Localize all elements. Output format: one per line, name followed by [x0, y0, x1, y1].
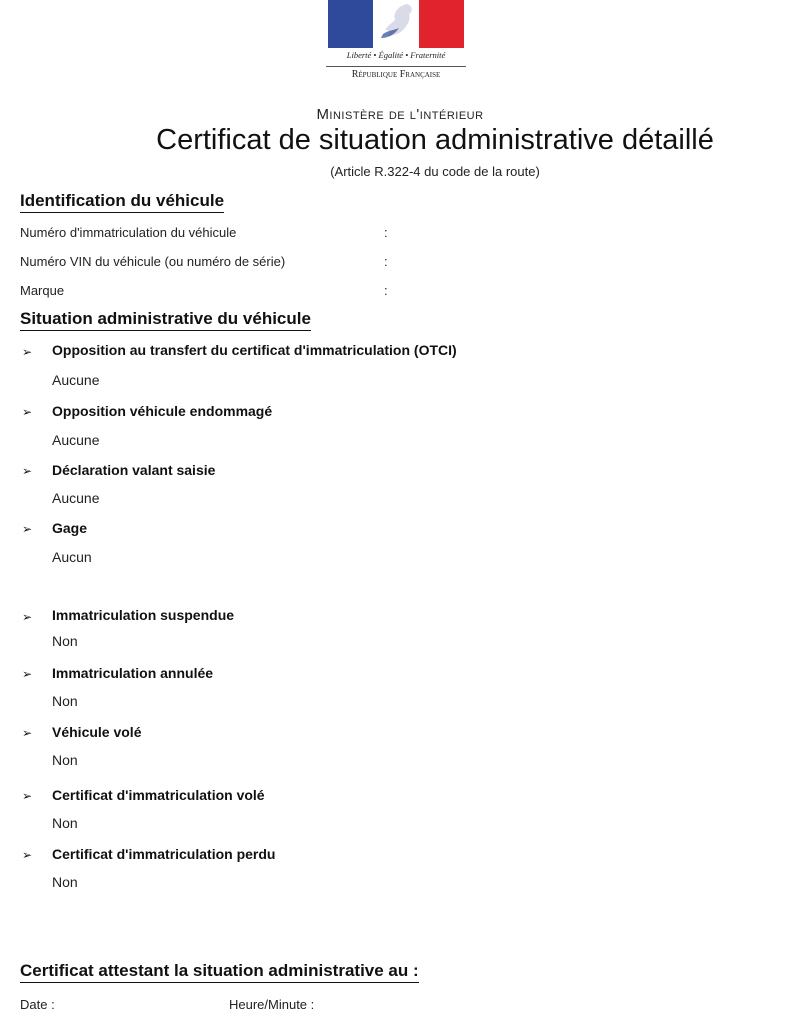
page-subtitle: (Article R.322-4 du code de la route) [330, 164, 540, 179]
item-title: Immatriculation suspendue [52, 607, 235, 623]
item-title: Gage [52, 520, 88, 536]
republic-logo [326, 0, 466, 90]
bullet-arrow-icon: ➢ [22, 610, 33, 624]
field-label: Numéro VIN du véhicule (ou numéro de série) [20, 254, 286, 269]
item-title: Opposition véhicule endommagé [52, 403, 273, 419]
field-colon: : [384, 254, 388, 269]
page-title: Certificat de situation administrative détaillé [156, 124, 714, 156]
field-label: Marque [20, 283, 65, 298]
bullet-arrow-icon: ➢ [22, 789, 33, 803]
field-label: Numéro d'immatriculation du véhicule [20, 225, 237, 240]
bullet-arrow-icon: ➢ [22, 345, 33, 359]
item-title: Opposition au transfert du certificat d'immatriculation (OTCI) [52, 342, 457, 358]
item-title: Déclaration valant saisie [52, 462, 216, 478]
motto: Liberté • Égalité • Fraternité [346, 50, 446, 60]
field-colon: : [384, 225, 388, 240]
item-title: Immatriculation annulée [52, 665, 214, 681]
item-value: Non [52, 752, 78, 768]
item-value: Aucune [52, 490, 100, 506]
time-label: Heure/Minute : [229, 997, 315, 1012]
item-value: Non [52, 693, 78, 709]
bullet-arrow-icon: ➢ [22, 848, 33, 862]
item-title: Certificat d'immatriculation volé [52, 787, 265, 803]
item-value: Aucune [52, 372, 100, 388]
item-value: Aucun [52, 549, 92, 565]
date-label: Date : [20, 997, 55, 1012]
item-value: Aucune [52, 432, 100, 448]
bullet-arrow-icon: ➢ [22, 464, 33, 478]
bullet-arrow-icon: ➢ [22, 667, 33, 681]
item-title: Véhicule volé [52, 724, 142, 740]
certificate-heading: Certificat attestant la situation administrative au : [20, 961, 419, 983]
bullet-arrow-icon: ➢ [22, 726, 33, 740]
identification-heading: Identification du véhicule [20, 191, 224, 213]
bullet-arrow-icon: ➢ [22, 405, 33, 419]
ministry-name: Ministère de l'intérieur [316, 106, 484, 123]
item-value: Non [52, 874, 78, 890]
marianne-flag-icon [328, 0, 464, 48]
item-value: Non [52, 633, 78, 649]
field-colon: : [384, 283, 388, 298]
bullet-arrow-icon: ➢ [22, 522, 33, 536]
situation-heading: Situation administrative du véhicule [20, 309, 311, 331]
republic-name: République Française [326, 66, 466, 80]
item-title: Certificat d'immatriculation perdu [52, 846, 276, 862]
item-value: Non [52, 815, 78, 831]
